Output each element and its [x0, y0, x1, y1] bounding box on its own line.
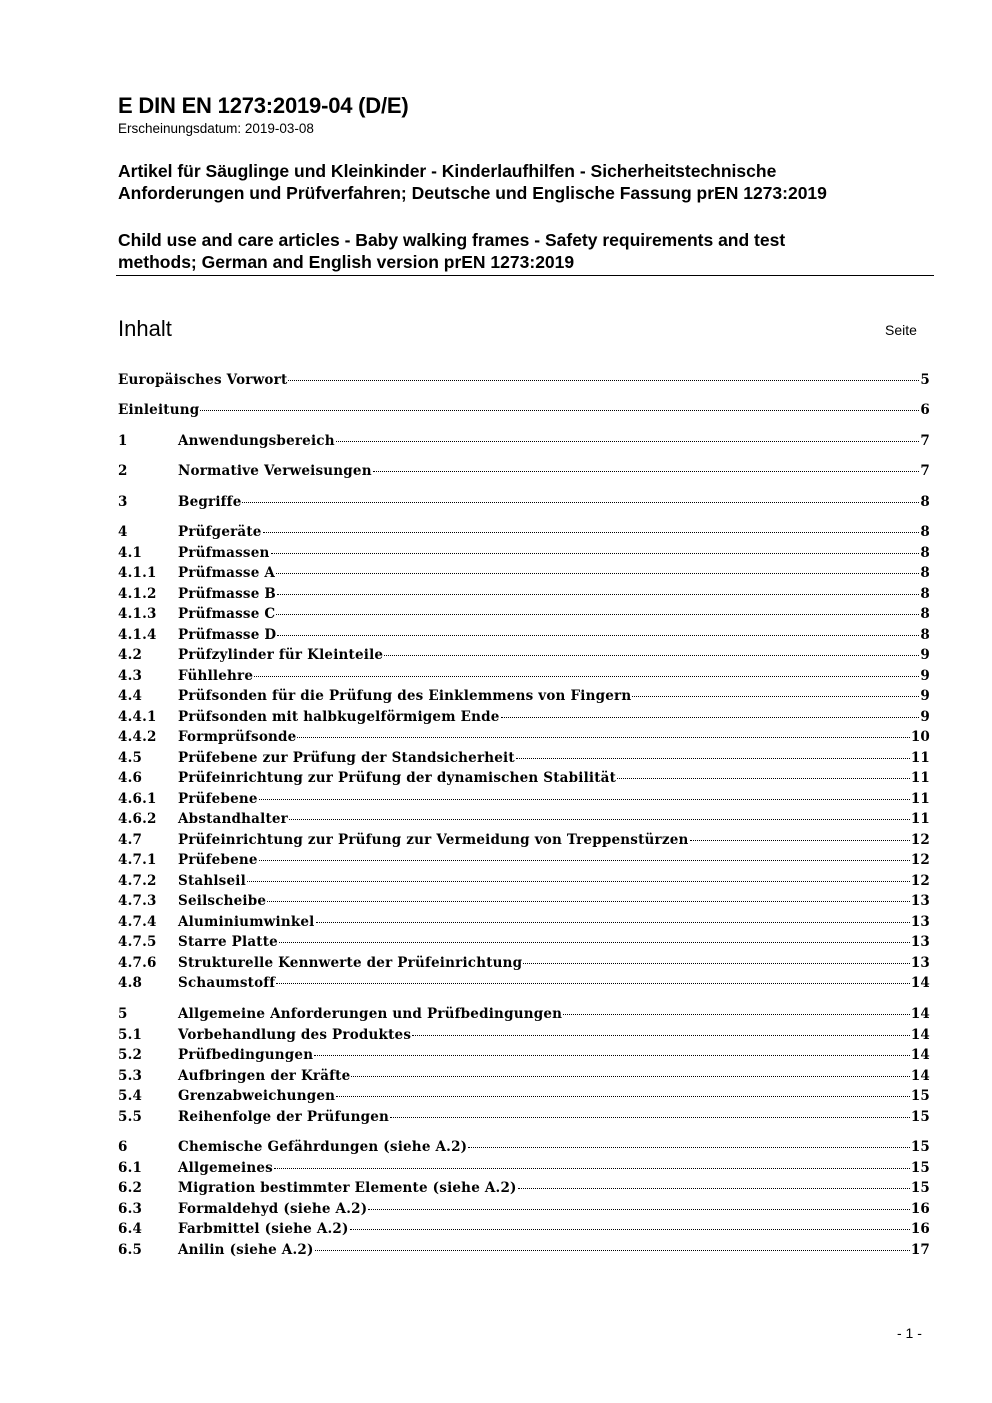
- toc-entry-page: 14: [910, 1068, 930, 1084]
- toc-entry-title: Formaldehyd (siehe A.2): [178, 1201, 368, 1217]
- title-english: [118, 229, 938, 273]
- toc-dot-leader: [501, 717, 920, 718]
- toc-entry-title: Schaumstoff: [178, 975, 276, 991]
- toc-entry-number: 4.3: [118, 668, 143, 684]
- toc-dot-leader: [277, 594, 919, 595]
- toc-entry-page: 14: [910, 1047, 930, 1063]
- toc-entry-number: 4.1.4: [118, 627, 157, 643]
- toc-entry-title: Einleitung: [118, 402, 200, 418]
- toc-entry-page: 7: [920, 463, 930, 479]
- toc-entry[interactable]: [118, 647, 930, 665]
- toc-entry[interactable]: [118, 770, 930, 788]
- toc-dot-leader: [314, 1055, 910, 1056]
- toc-entry-number: 4: [118, 524, 128, 540]
- toc-dot-leader: [263, 532, 920, 533]
- toc-dot-leader: [390, 1117, 910, 1118]
- toc-entry-title: Prüfebene: [178, 791, 258, 807]
- toc-entry-page: 11: [910, 750, 930, 766]
- toc-entry-page: 8: [920, 606, 930, 622]
- toc-dot-leader: [276, 983, 910, 984]
- toc-entry[interactable]: [118, 524, 930, 542]
- toc-entry[interactable]: [118, 1201, 930, 1219]
- toc-page-column-heading: Seite: [885, 322, 917, 338]
- toc-entry-title: Prüfmasse C: [178, 606, 276, 622]
- toc-entry-page: 13: [910, 934, 930, 950]
- toc-entry-number: 2: [118, 463, 128, 479]
- toc-entry-title: Strukturelle Kennwerte der Prüfeinrichtung: [178, 955, 523, 971]
- toc-entry-page: 8: [920, 524, 930, 540]
- toc-entry[interactable]: [118, 1027, 930, 1045]
- toc-entry[interactable]: [118, 1160, 930, 1178]
- toc-entry-page: 9: [920, 709, 930, 725]
- toc-entry-title: Prüfgeräte: [178, 524, 262, 540]
- toc-entry-title: Farbmittel (siehe A.2): [178, 1221, 349, 1237]
- toc-entry-number: 5.4: [118, 1088, 143, 1104]
- toc-dot-leader: [336, 1096, 910, 1097]
- toc-entry[interactable]: [118, 1088, 930, 1106]
- toc-dot-leader: [412, 1035, 910, 1036]
- toc-dot-leader: [276, 614, 919, 615]
- toc-entry[interactable]: [118, 709, 930, 727]
- toc-entry-number: 4.1.1: [118, 565, 157, 581]
- toc-entry-page: 8: [920, 494, 930, 510]
- toc-entry-page: 12: [910, 873, 930, 889]
- toc-entry[interactable]: [118, 914, 930, 932]
- toc-entry-page: 8: [920, 545, 930, 561]
- toc-dot-leader: [315, 1250, 910, 1251]
- toc-entry-title: Abstandhalter: [178, 811, 288, 827]
- toc-entry-title: Prüfebene zur Prüfung der Standsicherheit: [178, 750, 515, 766]
- toc-dot-leader: [277, 635, 919, 636]
- toc-entry-number: 1: [118, 433, 128, 449]
- toc-entry[interactable]: [118, 545, 930, 563]
- toc-dot-leader: [468, 1147, 910, 1148]
- toc-entry-number: 6.4: [118, 1221, 143, 1237]
- toc-entry-number: 4.4: [118, 688, 143, 704]
- toc-entry-title: Prüfsonden für die Prüfung des Einklemmens von Fingern: [178, 688, 632, 704]
- toc-entry-number: 5: [118, 1006, 128, 1022]
- toc-entry-title: Prüfeinrichtung zur Prüfung zur Vermeidung von Treppenstürzen: [178, 832, 689, 848]
- toc-entry[interactable]: [118, 668, 930, 686]
- toc-entry-page: 15: [910, 1088, 930, 1104]
- toc-entry-number: 4.1.3: [118, 606, 157, 622]
- toc-entry-number: 4.1: [118, 545, 143, 561]
- title-german: [118, 160, 938, 204]
- toc-entry[interactable]: [118, 402, 930, 420]
- toc-entry-number: 4.7: [118, 832, 143, 848]
- toc-entry-number: 4.7.1: [118, 852, 157, 868]
- toc-entry-title: Grenzabweichungen: [178, 1088, 336, 1104]
- toc-entry-number: 5.3: [118, 1068, 143, 1084]
- toc-entry-title: Begriffe: [178, 494, 242, 510]
- toc-entry-number: 4.1.2: [118, 586, 157, 602]
- toc-dot-leader: [518, 1188, 910, 1189]
- toc-entry-page: 8: [920, 627, 930, 643]
- toc-entry[interactable]: [118, 729, 930, 747]
- toc-entry-title: Stahlseil: [178, 873, 246, 889]
- toc-entry-title: Vorbehandlung des Produktes: [178, 1027, 412, 1043]
- toc-dot-leader: [288, 380, 919, 381]
- toc-entry[interactable]: [118, 811, 930, 829]
- toc-entry-title: Seilscheibe: [178, 893, 267, 909]
- toc-entry-title: Europäisches Vorwort: [118, 372, 288, 388]
- toc-entry[interactable]: [118, 934, 930, 952]
- toc-dot-leader: [267, 901, 910, 902]
- toc-heading: Inhalt: [118, 316, 172, 341]
- toc-entry[interactable]: [118, 791, 930, 809]
- toc-entry-title: Anwendungsbereich: [178, 433, 335, 449]
- toc-dot-leader: [297, 737, 909, 738]
- toc-dot-leader: [316, 922, 910, 923]
- toc-entry-title: Chemische Gefährdungen (siehe A.2): [178, 1139, 468, 1155]
- toc-entry[interactable]: [118, 1047, 930, 1065]
- toc-dot-leader: [289, 819, 910, 820]
- toc-entry-page: 13: [910, 893, 930, 909]
- toc-dot-leader: [259, 799, 910, 800]
- toc-entry-page: 16: [910, 1201, 930, 1217]
- toc-entry-number: 5.5: [118, 1109, 143, 1125]
- title-english-line-2: methods; German and English version prEN 1273:2019: [118, 252, 575, 272]
- toc-dot-leader: [247, 881, 910, 882]
- toc-entry-page: 11: [910, 811, 930, 827]
- toc-dot-leader: [632, 696, 919, 697]
- toc-entry-page: 12: [910, 832, 930, 848]
- toc-entry-page: 8: [920, 586, 930, 602]
- title-english-line-1: Child use and care articles - Baby walking frames - Safety requirements and test: [118, 230, 786, 250]
- toc-entry-number: 4.6.1: [118, 791, 157, 807]
- toc-entry-page: 15: [910, 1139, 930, 1155]
- toc-entry-title: Normative Verweisungen: [178, 463, 372, 479]
- toc-entry[interactable]: [118, 688, 930, 706]
- toc-entry-number: 4.7.6: [118, 955, 157, 971]
- toc-entry[interactable]: [118, 433, 930, 451]
- toc-entry-number: 6.5: [118, 1242, 143, 1258]
- toc-entry-number: 6: [118, 1139, 128, 1155]
- toc-dot-leader: [368, 1209, 909, 1210]
- toc-entry-title: Prüfzylinder für Kleinteile: [178, 647, 384, 663]
- page-number: - 1 -: [897, 1325, 922, 1341]
- toc-entry-title: Aluminiumwinkel: [178, 914, 315, 930]
- toc-entry-page: 13: [910, 955, 930, 971]
- toc-entry-title: Prüfmasse B: [178, 586, 277, 602]
- toc-entry[interactable]: [118, 494, 930, 512]
- toc-entry[interactable]: [118, 873, 930, 891]
- title-german-line-1: Artikel für Säuglinge und Kleinkinder - Kinderlaufhilfen - Sicherheitstechnische: [118, 161, 777, 181]
- toc-entry-number: 4.2: [118, 647, 143, 663]
- publication-date: Erscheinungsdatum: 2019-03-08: [118, 121, 314, 136]
- toc-entry-page: 11: [910, 770, 930, 786]
- toc-dot-leader: [259, 860, 910, 861]
- toc-entry-page: 9: [920, 688, 930, 704]
- toc-entry-number: 4.5: [118, 750, 143, 766]
- toc-entry-title: Migration bestimmter Elemente (siehe A.2): [178, 1180, 517, 1196]
- toc-entry-number: 4.7.2: [118, 873, 157, 889]
- toc-entry-page: 12: [910, 852, 930, 868]
- toc-entry-title: Allgemeines: [178, 1160, 273, 1176]
- toc-entry-page: 11: [910, 791, 930, 807]
- toc-entry[interactable]: [118, 463, 930, 481]
- toc-entry-page: 15: [910, 1160, 930, 1176]
- toc-dot-leader: [200, 410, 919, 411]
- toc-entry-page: 9: [920, 647, 930, 663]
- toc-entry[interactable]: [118, 832, 930, 850]
- toc-dot-leader: [279, 942, 910, 943]
- toc-entry-title: Allgemeine Anforderungen und Prüfbedingungen: [178, 1006, 563, 1022]
- toc-dot-leader: [351, 1076, 909, 1077]
- toc-entry-page: 6: [920, 402, 930, 418]
- toc-entry[interactable]: [118, 955, 930, 973]
- toc-entry-title: Prüfmasse A: [178, 565, 276, 581]
- toc-dot-leader: [516, 758, 910, 759]
- toc-entry-page: 13: [910, 914, 930, 930]
- toc-entry[interactable]: [118, 1221, 930, 1239]
- toc-entry-page: 14: [910, 975, 930, 991]
- toc-entry-number: 4.7.5: [118, 934, 157, 950]
- document-id: E DIN EN 1273:2019-04 (D/E): [118, 93, 409, 118]
- toc-entry-number: 6.2: [118, 1180, 143, 1196]
- toc-entry-page: 16: [910, 1221, 930, 1237]
- toc-entry-title: Aufbringen der Kräfte: [178, 1068, 351, 1084]
- toc-entry[interactable]: [118, 750, 930, 768]
- toc-entry-page: 17: [910, 1242, 930, 1258]
- toc-dot-leader: [373, 471, 920, 472]
- toc-dot-leader: [690, 840, 910, 841]
- toc-entry-page: 10: [910, 729, 930, 745]
- toc-dot-leader: [384, 655, 919, 656]
- toc-dot-leader: [350, 1229, 910, 1230]
- toc-entry-number: 6.3: [118, 1201, 143, 1217]
- toc-entry-page: 8: [920, 565, 930, 581]
- toc-entry[interactable]: [118, 1242, 930, 1260]
- toc-entry-title: Starre Platte: [178, 934, 278, 950]
- toc-entry-page: 14: [910, 1006, 930, 1022]
- toc-entry[interactable]: [118, 1139, 930, 1157]
- toc-entry-page: 14: [910, 1027, 930, 1043]
- toc-entry-title: Formprüfsonde: [178, 729, 297, 745]
- toc-entry-title: Reihenfolge der Prüfungen: [178, 1109, 390, 1125]
- toc-entry-number: 4.8: [118, 975, 143, 991]
- toc-entry-number: 6.1: [118, 1160, 143, 1176]
- toc-entry-number: 4.7.3: [118, 893, 157, 909]
- header-divider: [116, 275, 934, 276]
- toc-entry-title: Prüfmasse D: [178, 627, 277, 643]
- toc-entry-title: Prüfeinrichtung zur Prüfung der dynamischen Stabilität: [178, 770, 617, 786]
- toc-entry-title: Prüfebene: [178, 852, 258, 868]
- toc-entry-number: 5.2: [118, 1047, 143, 1063]
- toc-entry[interactable]: [118, 372, 930, 390]
- toc-dot-leader: [523, 963, 910, 964]
- toc-entry-title: Prüfmassen: [178, 545, 270, 561]
- toc-entry[interactable]: [118, 565, 930, 583]
- toc-entry[interactable]: [118, 606, 930, 624]
- toc-entry-title: Prüfbedingungen: [178, 1047, 314, 1063]
- toc-dot-leader: [271, 553, 920, 554]
- toc-entry-number: 3: [118, 494, 128, 510]
- toc-entry-title: Prüfsonden mit halbkugelförmigem Ende: [178, 709, 500, 725]
- toc-entry-number: 4.7.4: [118, 914, 157, 930]
- toc-entry[interactable]: [118, 852, 930, 870]
- toc-entry-page: 15: [910, 1180, 930, 1196]
- toc-dot-leader: [242, 502, 919, 503]
- toc-entry[interactable]: [118, 893, 930, 911]
- toc-dot-leader: [276, 573, 919, 574]
- toc-entry-title: Fühllehre: [178, 668, 254, 684]
- toc-entry[interactable]: [118, 1068, 930, 1086]
- toc-entry[interactable]: [118, 1006, 930, 1024]
- toc-entry-page: 9: [920, 668, 930, 684]
- toc-entry[interactable]: [118, 1180, 930, 1198]
- toc-entry-page: 15: [910, 1109, 930, 1125]
- toc-dot-leader: [336, 441, 920, 442]
- toc-entry[interactable]: [118, 975, 930, 993]
- toc-entry-number: 4.6.2: [118, 811, 157, 827]
- title-german-line-2: Anforderungen und Prüfverfahren; Deutsche und Englische Fassung prEN 1273:2019: [118, 183, 827, 203]
- toc-entry-page: 5: [920, 372, 930, 388]
- toc-entry[interactable]: [118, 586, 930, 604]
- toc-dot-leader: [617, 778, 910, 779]
- toc-entry-number: 4.4.2: [118, 729, 157, 745]
- toc-entry-page: 7: [920, 433, 930, 449]
- toc-dot-leader: [563, 1014, 910, 1015]
- toc-entry-number: 4.4.1: [118, 709, 157, 725]
- toc-dot-leader: [274, 1168, 910, 1169]
- toc-entry[interactable]: [118, 627, 930, 645]
- toc-entry-number: 5.1: [118, 1027, 143, 1043]
- toc-dot-leader: [254, 676, 919, 677]
- toc-entry-title: Anilin (siehe A.2): [178, 1242, 314, 1258]
- toc-entry[interactable]: [118, 1109, 930, 1127]
- toc-entry-number: 4.6: [118, 770, 143, 786]
